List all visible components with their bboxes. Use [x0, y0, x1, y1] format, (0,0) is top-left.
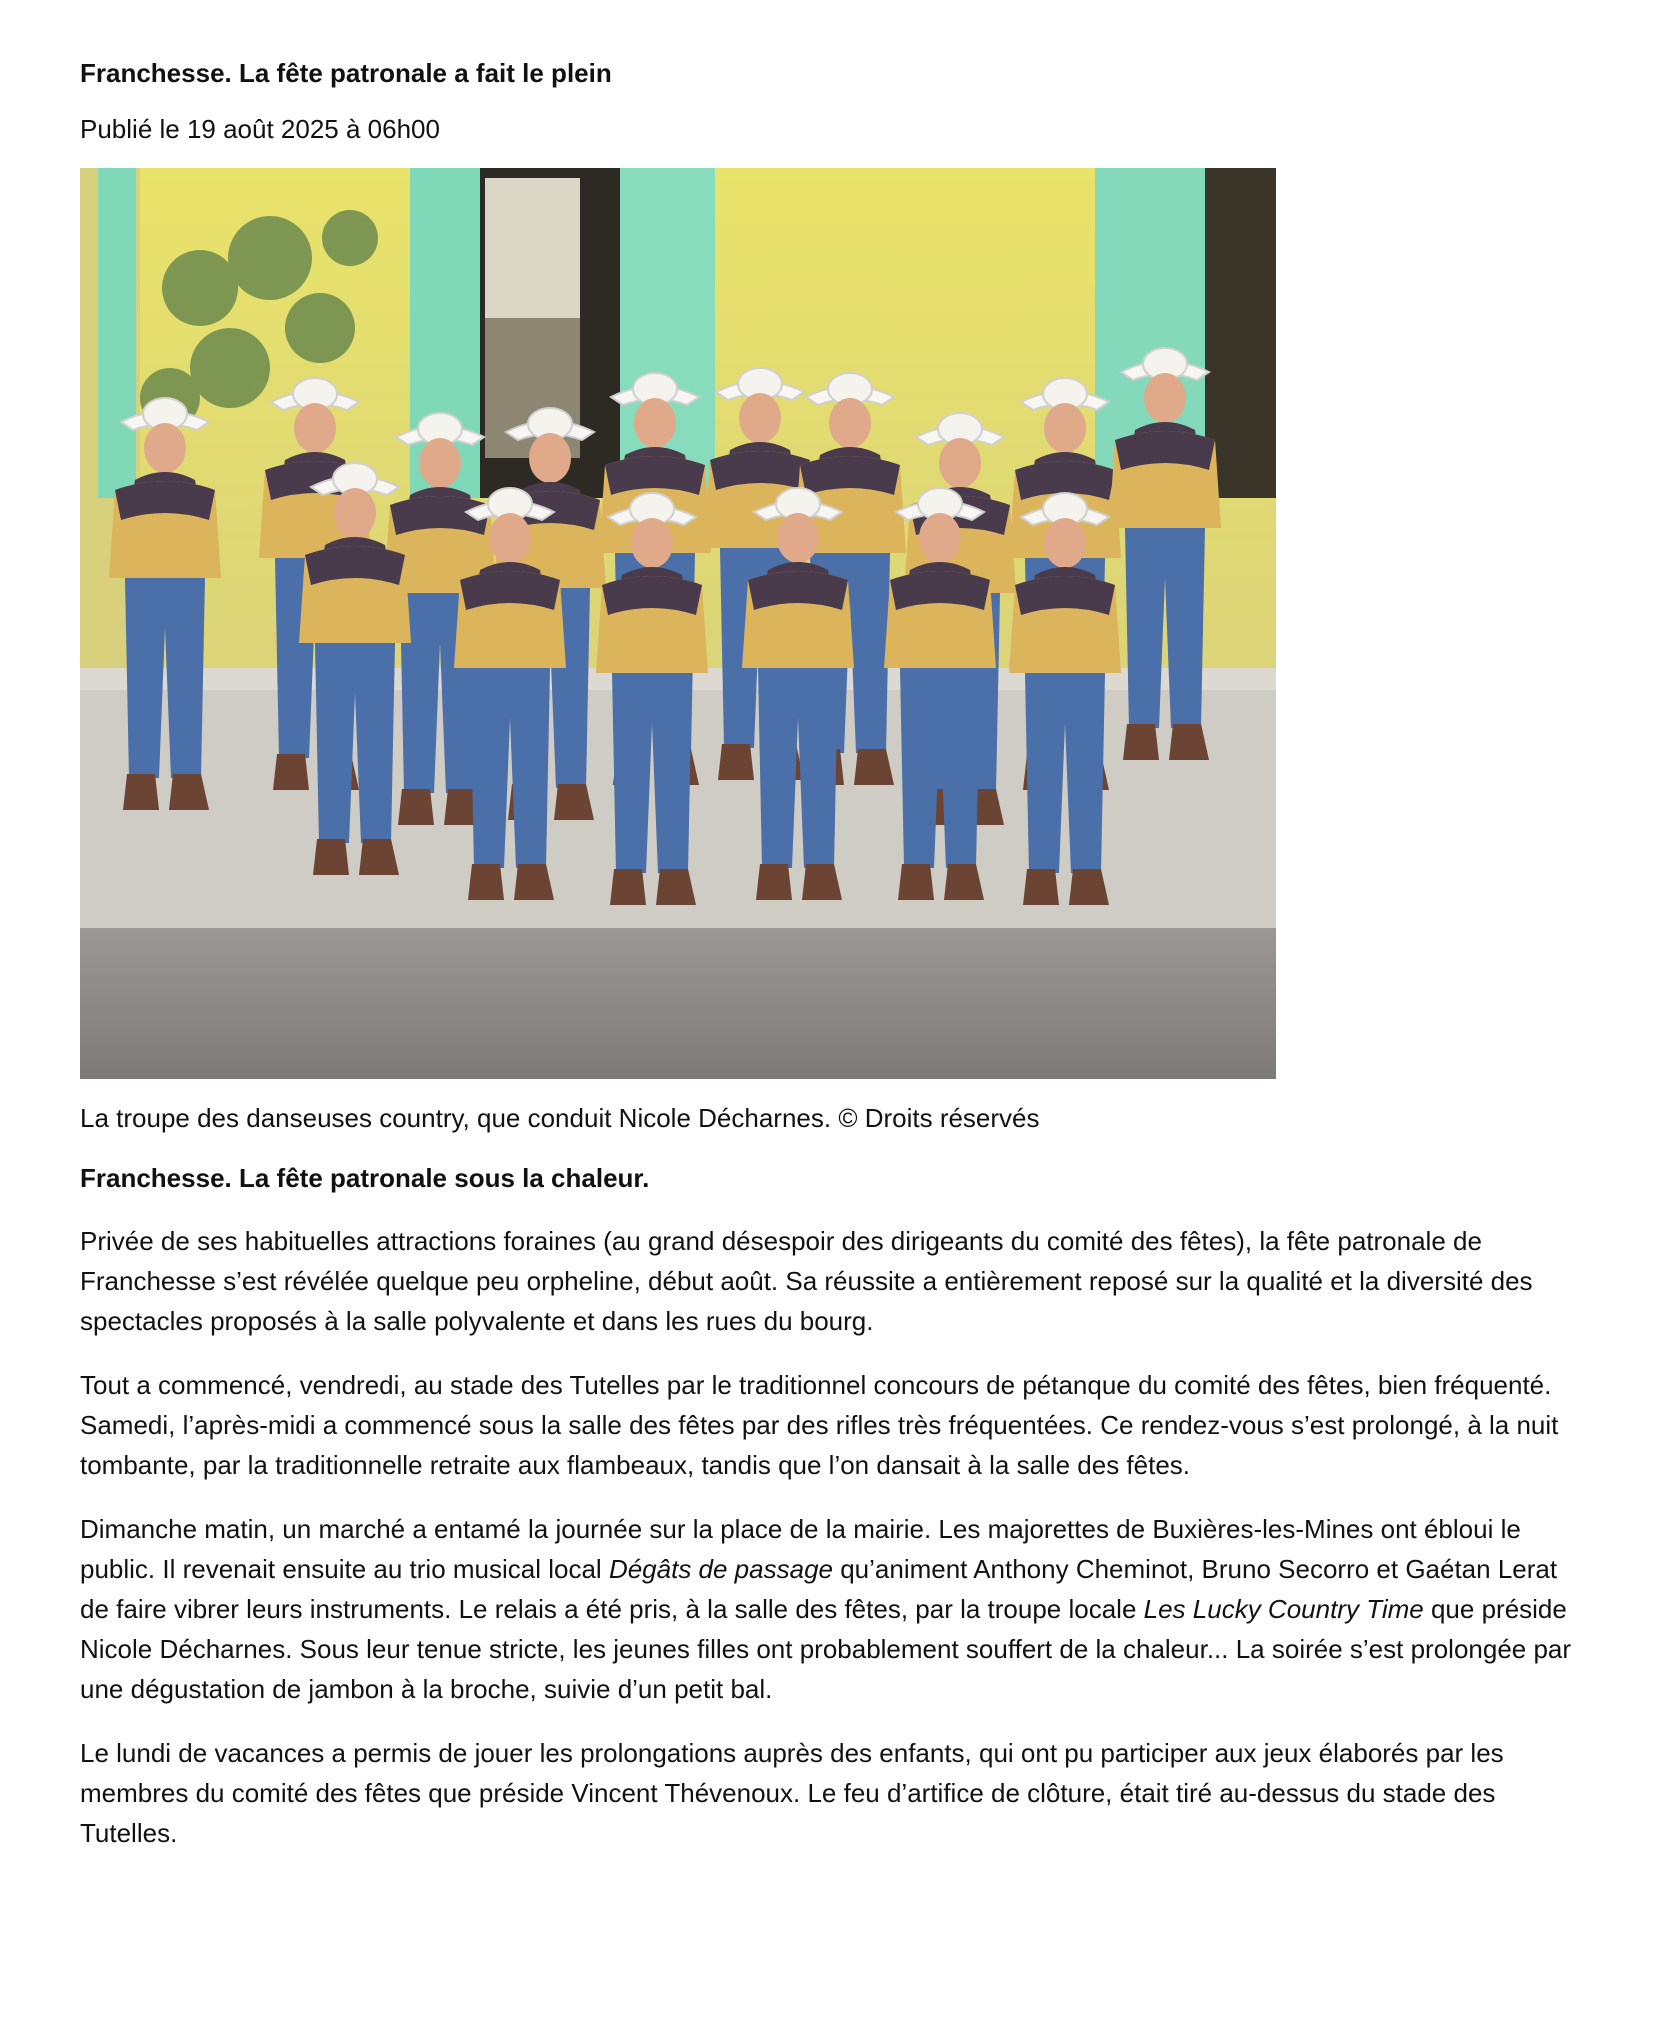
paragraph-1: Privée de ses habituelles attractions foraines (au grand désespoir des dirigeants du comité des fêtes), la fête patronale de Franchesse s’est révélée quelque peu orpheline, début août. Sa réussite a entièrement reposé sur la qualité et la diversité des spectacles proposés à la salle polyvalente et dans les rues du bourg. [80, 1226, 1533, 1336]
publish-date: Publié le 19 août 2025 à 06h00 [80, 114, 440, 144]
paragraph-3-text-c: que préside Nicole Décharnes. Sous leur tenue stricte, les jeunes filles ont probablement souffert de la chaleur... La soirée s’est prolongée par une dégustation de jambon à la broche, suivie d’un petit bal. [80, 1594, 1572, 1704]
photo-caption: La troupe des danseuses country, que conduit Nicole Décharnes. © Droits réservés [80, 1103, 1040, 1133]
article [80, 56, 1580, 1877]
paragraph-4: Le lundi de vacances a permis de jouer les prolongations auprès des enfants, qui ont pu participer aux jeux élaborés par les membres du comité des fêtes que préside Vincent Thévenoux. Le feu d’artifice de clôture, était tiré au-dessus du stade des Tutelles. [80, 1738, 1504, 1848]
article-subtitle: Franchesse. La fête patronale sous la chaleur. [80, 1163, 650, 1193]
troupe-name: Les Lucky Country Time [1143, 1594, 1424, 1624]
article-photo [80, 168, 1276, 1079]
photo-group-country-dancers-icon [80, 168, 1276, 1079]
paragraph-2: Tout a commencé, vendredi, au stade des Tutelles par le traditionnel concours de pétanque du comité des fêtes, bien fréquenté. Samedi, l’après-midi a commencé sous la salle des fêtes par des rifles très fréquentées. Ce rendez-vous s’est prolongé, à la nuit tombante, par la traditionnelle retraite aux flambeaux, tandis que l’on dansait à la salle des fêtes. [80, 1370, 1559, 1480]
paragraph-3 [80, 1509, 1572, 1709]
article-title: Franchesse. La fête patronale a fait le plein [80, 58, 612, 88]
band-name: Dégâts de passage [608, 1554, 833, 1584]
paragraph-3-text-b: qu’animent Anthony Cheminot, Bruno Secorro et Gaétan Lerat de faire vibrer leurs instruments. Le relais a été pris, à la salle des fêtes, par la troupe locale [80, 1554, 1558, 1624]
paragraph-3-text-a: Dimanche matin, un marché a entamé la journée sur la place de la mairie. Les majorettes de Buxières-les-Mines ont ébloui le public. Il revenait ensuite au trio musical local [80, 1514, 1521, 1584]
